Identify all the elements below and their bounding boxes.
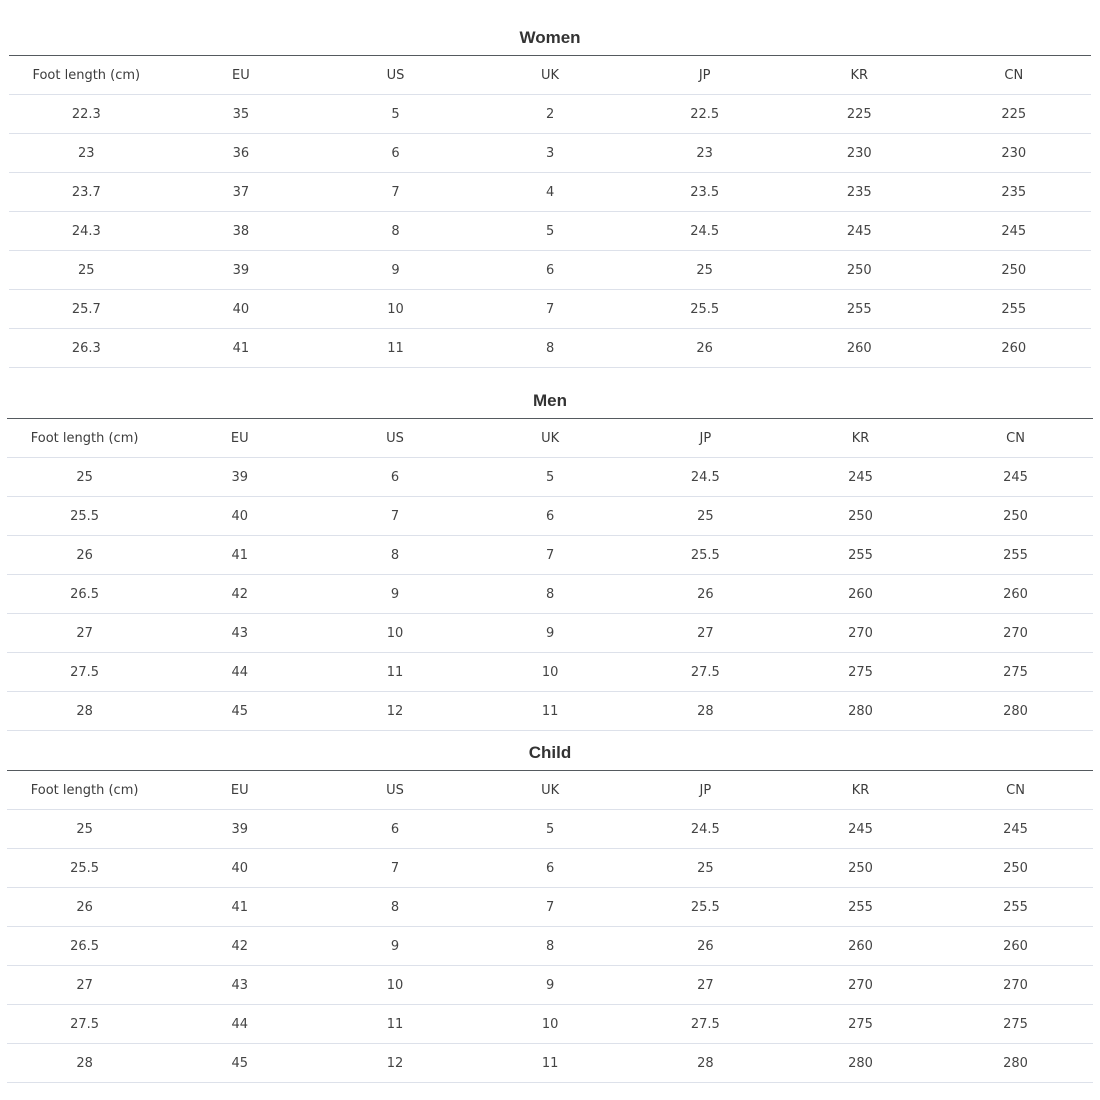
- table-cell: 23.7: [9, 173, 164, 212]
- table-cell: 25: [627, 251, 782, 290]
- table-cell: 11: [473, 1044, 628, 1083]
- table-cell: 25: [628, 497, 783, 536]
- table-cell: 6: [318, 134, 473, 173]
- table-cell: 6: [317, 458, 472, 497]
- table-cell: 11: [317, 653, 472, 692]
- table-cell: 250: [783, 849, 938, 888]
- table-cell: 235: [782, 173, 937, 212]
- column-header: CN: [938, 419, 1093, 458]
- table-cell: 25.7: [9, 290, 164, 329]
- table-cell: 42: [162, 575, 317, 614]
- table-cell: 260: [783, 927, 938, 966]
- table-cell: 11: [317, 1005, 472, 1044]
- table-cell: 10: [317, 966, 472, 1005]
- table-cell: 12: [317, 1044, 472, 1083]
- table-row: [7, 888, 1093, 927]
- table-cell: 280: [783, 692, 938, 731]
- table-cell: 26.3: [9, 329, 164, 368]
- table-cell: 250: [783, 497, 938, 536]
- table-cell: 22.3: [9, 95, 164, 134]
- table-cell: 44: [162, 653, 317, 692]
- table-cell: 2: [473, 95, 628, 134]
- table-cell: 7: [317, 849, 472, 888]
- table-cell: 27.5: [628, 1005, 783, 1044]
- table-cell: 7: [473, 888, 628, 927]
- table-cell: 245: [938, 810, 1093, 849]
- table-cell: 43: [162, 614, 317, 653]
- table-cell: 6: [473, 849, 628, 888]
- table-cell: 10: [473, 1005, 628, 1044]
- column-header: US: [318, 56, 473, 95]
- table-row: [7, 1044, 1093, 1083]
- section-title: Women: [519, 28, 581, 47]
- table-cell: 26: [628, 927, 783, 966]
- table-cell: 27: [7, 614, 162, 653]
- table-cell: 235: [937, 173, 1091, 212]
- table-cell: 9: [318, 251, 473, 290]
- table-cell: 28: [7, 692, 162, 731]
- table-cell: 26: [7, 888, 162, 927]
- table-row: [7, 458, 1093, 497]
- column-header: KR: [782, 56, 937, 95]
- table-cell: 26.5: [7, 927, 162, 966]
- table-cell: 225: [937, 95, 1091, 134]
- table-cell: 245: [782, 212, 937, 251]
- table-cell: 280: [783, 1044, 938, 1083]
- section-title: Child: [528, 743, 572, 762]
- table-row: [7, 536, 1093, 575]
- table-cell: 44: [162, 1005, 317, 1044]
- column-header: Foot length (cm): [7, 771, 162, 810]
- header-row: [7, 771, 1093, 810]
- table-cell: 40: [162, 849, 317, 888]
- table-cell: 7: [317, 497, 472, 536]
- table-row: [7, 966, 1093, 1005]
- table-cell: 23: [9, 134, 164, 173]
- column-header: EU: [164, 56, 319, 95]
- table-cell: 38: [164, 212, 319, 251]
- table-cell: 6: [473, 497, 628, 536]
- table-cell: 8: [473, 927, 628, 966]
- table-cell: 9: [317, 575, 472, 614]
- table-cell: 255: [938, 536, 1093, 575]
- table-cell: 250: [782, 251, 937, 290]
- table-cell: 25: [7, 458, 162, 497]
- table-cell: 40: [164, 290, 319, 329]
- table-cell: 39: [162, 458, 317, 497]
- size-table: [9, 55, 1091, 368]
- table-cell: 255: [937, 290, 1091, 329]
- table-cell: 275: [938, 653, 1093, 692]
- table-cell: 5: [318, 95, 473, 134]
- table-cell: 39: [162, 810, 317, 849]
- table-cell: 35: [164, 95, 319, 134]
- table-cell: 275: [938, 1005, 1093, 1044]
- table-cell: 27.5: [628, 653, 783, 692]
- table-cell: 270: [783, 966, 938, 1005]
- table-cell: 6: [473, 251, 628, 290]
- table-cell: 24.3: [9, 212, 164, 251]
- table-cell: 25.5: [628, 536, 783, 575]
- column-header: JP: [628, 419, 783, 458]
- table-cell: 7: [473, 290, 628, 329]
- column-header: CN: [937, 56, 1091, 95]
- table-cell: 27: [628, 966, 783, 1005]
- table-cell: 28: [628, 692, 783, 731]
- table-cell: 12: [317, 692, 472, 731]
- table-cell: 25.5: [628, 888, 783, 927]
- column-header: UK: [473, 771, 628, 810]
- table-cell: 27.5: [7, 653, 162, 692]
- table-cell: 3: [473, 134, 628, 173]
- table-cell: 26: [627, 329, 782, 368]
- table-row: [9, 290, 1091, 329]
- table-cell: 280: [938, 692, 1093, 731]
- table-cell: 260: [938, 575, 1093, 614]
- table-cell: 275: [783, 1005, 938, 1044]
- table-cell: 27: [628, 614, 783, 653]
- table-cell: 42: [162, 927, 317, 966]
- table-cell: 25: [7, 810, 162, 849]
- table-cell: 9: [473, 966, 628, 1005]
- table-cell: 250: [938, 497, 1093, 536]
- table-row: [7, 692, 1093, 731]
- table-cell: 37: [164, 173, 319, 212]
- table-cell: 22.5: [627, 95, 782, 134]
- table-cell: 270: [783, 614, 938, 653]
- table-cell: 245: [783, 458, 938, 497]
- table-cell: 10: [317, 614, 472, 653]
- table-cell: 10: [318, 290, 473, 329]
- column-header: Foot length (cm): [7, 419, 162, 458]
- table-cell: 255: [938, 888, 1093, 927]
- table-cell: 25.5: [7, 497, 162, 536]
- table-cell: 28: [7, 1044, 162, 1083]
- table-cell: 24.5: [628, 810, 783, 849]
- table-cell: 250: [938, 849, 1093, 888]
- table-row: [9, 212, 1091, 251]
- table-cell: 8: [473, 329, 628, 368]
- table-row: [9, 95, 1091, 134]
- table-cell: 245: [938, 458, 1093, 497]
- table-cell: 25.5: [627, 290, 782, 329]
- table-cell: 45: [162, 1044, 317, 1083]
- table-cell: 23: [627, 134, 782, 173]
- table-cell: 260: [937, 329, 1091, 368]
- table-cell: 275: [783, 653, 938, 692]
- table-cell: 260: [783, 575, 938, 614]
- table-cell: 260: [782, 329, 937, 368]
- table-row: [9, 329, 1091, 368]
- table-cell: 9: [473, 614, 628, 653]
- table-cell: 25: [628, 849, 783, 888]
- table-cell: 41: [164, 329, 319, 368]
- table-cell: 5: [473, 810, 628, 849]
- section-title: Men: [533, 391, 567, 410]
- table-row: [9, 251, 1091, 290]
- table-row: [9, 173, 1091, 212]
- table-cell: 8: [473, 575, 628, 614]
- table-cell: 255: [783, 888, 938, 927]
- table-row: [7, 575, 1093, 614]
- table-cell: 26: [628, 575, 783, 614]
- header-row: [9, 56, 1091, 95]
- table-cell: 270: [938, 614, 1093, 653]
- table-cell: 27: [7, 966, 162, 1005]
- table-cell: 250: [937, 251, 1091, 290]
- table-cell: 25.5: [7, 849, 162, 888]
- table-cell: 45: [162, 692, 317, 731]
- column-header: US: [317, 419, 472, 458]
- table-cell: 225: [782, 95, 937, 134]
- table-cell: 26.5: [7, 575, 162, 614]
- table-cell: 245: [783, 810, 938, 849]
- table-cell: 25: [9, 251, 164, 290]
- table-cell: 270: [938, 966, 1093, 1005]
- table-cell: 40: [162, 497, 317, 536]
- table-cell: 230: [782, 134, 937, 173]
- table-cell: 11: [318, 329, 473, 368]
- table-cell: 280: [938, 1044, 1093, 1083]
- column-header: KR: [783, 771, 938, 810]
- table-cell: 255: [783, 536, 938, 575]
- table-cell: 7: [318, 173, 473, 212]
- table-row: [7, 614, 1093, 653]
- table-cell: 5: [473, 212, 628, 251]
- column-header: EU: [162, 771, 317, 810]
- table-cell: 36: [164, 134, 319, 173]
- table-cell: 8: [318, 212, 473, 251]
- column-header: US: [317, 771, 472, 810]
- table-cell: 23.5: [627, 173, 782, 212]
- table-row: [7, 653, 1093, 692]
- table-cell: 10: [473, 653, 628, 692]
- table-cell: 24.5: [628, 458, 783, 497]
- size-table: [7, 770, 1093, 1083]
- table-cell: 26: [7, 536, 162, 575]
- table-row: [7, 927, 1093, 966]
- column-header: UK: [473, 56, 628, 95]
- table-cell: 28: [628, 1044, 783, 1083]
- column-header: CN: [938, 771, 1093, 810]
- table-cell: 245: [937, 212, 1091, 251]
- column-header: JP: [628, 771, 783, 810]
- table-cell: 41: [162, 888, 317, 927]
- table-cell: 230: [937, 134, 1091, 173]
- column-header: JP: [627, 56, 782, 95]
- table-cell: 11: [473, 692, 628, 731]
- table-cell: 41: [162, 536, 317, 575]
- table-cell: 4: [473, 173, 628, 212]
- table-cell: 6: [317, 810, 472, 849]
- table-row: [7, 810, 1093, 849]
- table-cell: 255: [782, 290, 937, 329]
- table-cell: 24.5: [627, 212, 782, 251]
- table-cell: 8: [317, 888, 472, 927]
- table-cell: 9: [317, 927, 472, 966]
- column-header: UK: [473, 419, 628, 458]
- table-row: [9, 134, 1091, 173]
- table-row: [7, 1005, 1093, 1044]
- table-cell: 7: [473, 536, 628, 575]
- column-header: EU: [162, 419, 317, 458]
- table-cell: 39: [164, 251, 319, 290]
- table-cell: 8: [317, 536, 472, 575]
- header-row: [7, 419, 1093, 458]
- table-row: [7, 849, 1093, 888]
- table-cell: 260: [938, 927, 1093, 966]
- table-row: [7, 497, 1093, 536]
- table-cell: 43: [162, 966, 317, 1005]
- column-header: KR: [783, 419, 938, 458]
- size-table: [7, 418, 1093, 731]
- column-header: Foot length (cm): [9, 56, 164, 95]
- table-cell: 27.5: [7, 1005, 162, 1044]
- table-cell: 5: [473, 458, 628, 497]
